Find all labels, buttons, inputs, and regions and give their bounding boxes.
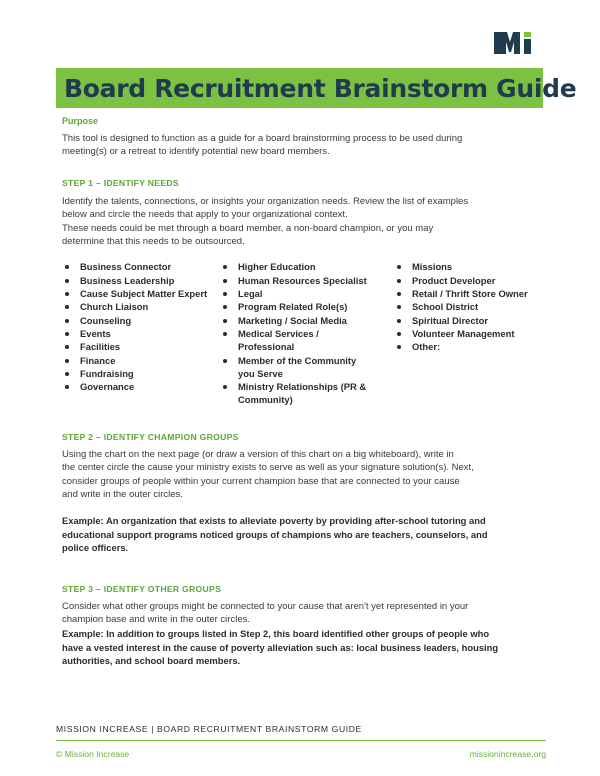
need-item: Business Connector [62,260,220,273]
text-line: have a vested interest in the cause of poverty alleviation such as: local business leaders, housing [62,641,499,653]
need-item: Retail / Thrift Store Owner [394,287,544,300]
text-line: Consider what other groups might be connected to your cause that aren't yet represented in your [62,600,469,612]
text-line: below and circle the needs that apply to your organizational context. [62,209,348,221]
need-item: Events [62,327,220,340]
need-item: Ministry Relationships (PR & [220,380,394,393]
title-banner [56,68,577,108]
need-item: Missions [394,260,544,273]
mission-increase-logo [494,30,538,56]
text-line: Example: An organization that exists to alleviate poverty by providing after-school tutoring and [62,515,486,527]
needs-column-2 [220,260,394,406]
needs-column-3 [394,260,544,406]
step2-section [62,432,544,555]
need-item: Higher Education [220,260,394,273]
need-item: Volunteer Management [394,327,544,340]
need-item-continuation: Professional [238,341,295,353]
need-item: Marketing / Social Media [220,314,394,327]
footer-copyright: © Mission Increase [56,749,130,759]
step2-text [62,448,544,502]
text-line: authorities, and school board members. [62,655,241,667]
text-line: Example: In addition to groups listed in Step 2, this board identified other groups of people who [62,628,490,640]
text-line: Using the chart on the next page (or draw a version of this chart on a big whiteboard), write in [62,448,454,460]
text-line: Identify the talents, connections, or insights your organization needs. Review the list of examples [62,195,469,207]
text-line: determine that this needs to be outsourced. [62,236,245,248]
need-item: Governance [62,380,220,393]
need-item: Cause Subject Matter Expert [62,287,220,300]
step2-heading: STEP 2 – IDENTIFY CHAMPION GROUPS [62,431,239,442]
purpose-text [62,132,544,159]
need-item: Other: [394,340,544,353]
need-item: Human Resources Specialist [220,274,394,287]
needs-list [62,260,544,406]
text-line: meeting(s) or a retreat to identify potential new board members. [62,146,330,158]
need-item: Business Leadership [62,274,220,287]
step1-heading: STEP 1 – IDENTIFY NEEDS [62,177,179,188]
footer-title: MISSION INCREASE | BOARD RECRUITMENT BRAINSTORM GUIDE [56,724,362,734]
step3-section [62,584,544,668]
step3-text [62,600,544,627]
text-line: champion base and write in the outer circles. [62,613,250,625]
purpose-heading: Purpose [62,116,99,126]
text-line: educational support programs noticed groups of champions who are teachers, counselors, and [62,528,488,540]
text-line: This tool is designed to function as a guide for a board brainstorming process to be used during [62,133,463,144]
need-item: Product Developer [394,274,544,287]
document-body [62,116,544,668]
footer-divider [56,740,546,741]
purpose-section [62,116,544,159]
step2-example [62,514,544,554]
text-line: and write in the outer circles. [62,488,183,500]
need-item: Legal [220,287,394,300]
need-item: Fundraising [62,367,220,380]
need-item: Program Related Role(s) [220,300,394,313]
need-item: Medical Services / [220,327,394,340]
need-item: Church Liaison [62,300,220,313]
need-item: Facilities [62,340,220,353]
need-item-continuation: Community) [238,394,293,406]
need-item-continuation: you Serve [238,367,283,379]
need-item: Member of the Community [220,354,394,367]
needs-column-1 [62,260,220,406]
footer-website-link[interactable]: missionincrease.org [469,749,546,759]
step3-example [62,627,544,667]
step3-heading: STEP 3 – IDENTIFY OTHER GROUPS [62,583,222,594]
text-line: consider groups of people within your current champion base that are connected to your cause [62,475,460,487]
text-line: the center circle the cause your ministry exists to serve as well as your signature solution(s). Next, [62,462,474,474]
need-item: Spiritual Director [394,314,544,327]
step1-text [62,195,544,249]
text-line: These needs could be met through a board member, a non-board champion, or you may [62,222,434,234]
step1-section [62,178,544,407]
text-line: police officers. [62,542,129,554]
need-item: Counseling [62,314,220,327]
page-title: Board Recruitment Brainstorm Guide [64,73,577,103]
need-item: School District [394,300,544,313]
need-item: Finance [62,354,220,367]
mi-logo-icon [494,30,538,56]
